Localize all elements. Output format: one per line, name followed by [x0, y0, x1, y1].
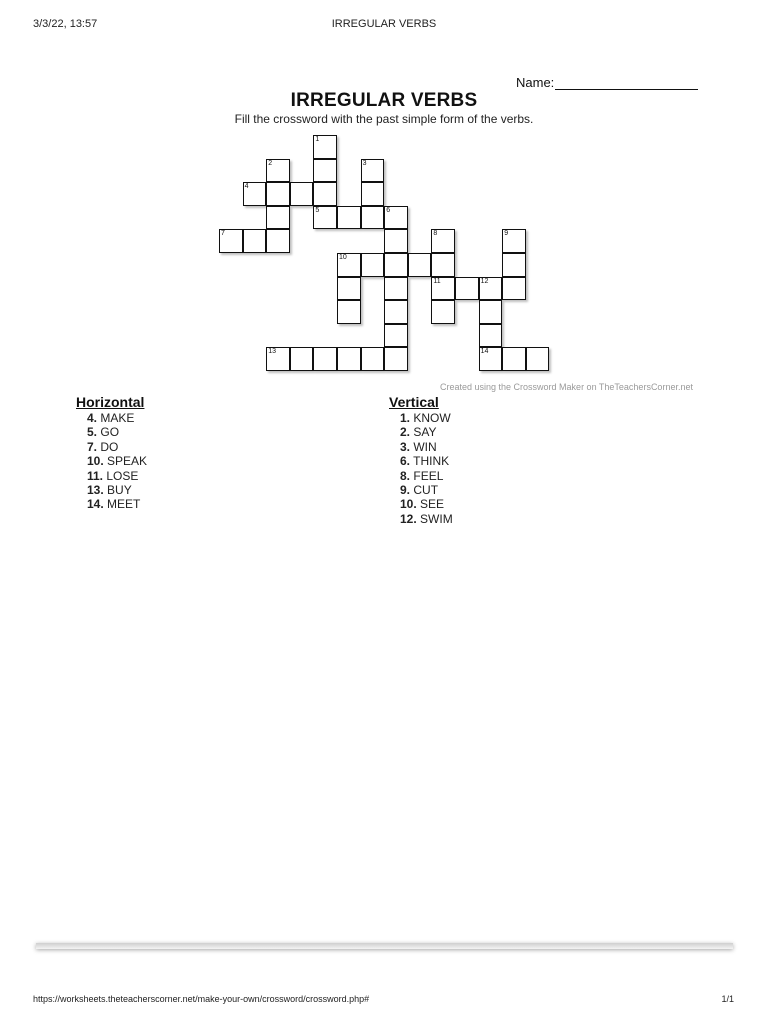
clue-number: 14.: [87, 497, 104, 512]
clue-number-label: 12: [480, 277, 489, 285]
crossword-cell: [266, 206, 290, 230]
crossword-cell: [384, 277, 408, 301]
clue-item: [76, 440, 147, 454]
clue-number: 13.: [87, 483, 104, 498]
crossword-grid: [0, 0, 768, 400]
clue-number-label: 6: [386, 206, 391, 214]
crossword-cell: [384, 253, 408, 277]
crossword-cell: [290, 347, 314, 371]
footer-page-number: 1/1: [721, 994, 734, 1004]
horizontal-heading: Horizontal: [76, 394, 145, 410]
clue-number: 6.: [400, 454, 411, 469]
crossword-cell: [361, 182, 385, 206]
clue-number-label: 7: [221, 230, 225, 238]
crossword-cell: [502, 253, 526, 277]
name-field: [516, 75, 698, 90]
crossword-cell: [337, 253, 361, 277]
clue-number: 1.: [400, 411, 411, 425]
clue-item: [76, 425, 147, 439]
crossword-cell: [219, 229, 243, 253]
clue-item: [389, 440, 453, 454]
vertical-clues: [389, 394, 453, 526]
footer-url: https://worksheets.theteacherscorner.net/make-your-own/crossword/crossword.php#: [33, 994, 370, 1004]
crossword-cell: [384, 300, 408, 324]
crossword-cell: [384, 206, 408, 230]
crossword-cell: [337, 277, 361, 301]
crossword-cell: [313, 347, 337, 371]
clue-item: [76, 469, 147, 483]
crossword-cell: [266, 159, 290, 183]
clue-text: BUY: [107, 483, 132, 498]
clue-number: 7.: [87, 439, 98, 454]
clue-number: 10.: [87, 454, 104, 469]
crossword-cell: [313, 182, 337, 206]
crossword-cell: [479, 277, 503, 301]
clue-number: 10.: [400, 497, 417, 512]
crossword-cell: [313, 206, 337, 230]
clue-text: DO: [100, 439, 119, 454]
crossword-cell: [243, 229, 267, 253]
clue-text: WIN: [413, 439, 437, 454]
clue-text: CUT: [413, 483, 439, 498]
clue-text: KNOW: [413, 411, 451, 425]
crossword-cell: [479, 347, 503, 371]
clue-text: MAKE: [100, 411, 135, 425]
crossword-cell: [337, 300, 361, 324]
crossword-cell: [361, 159, 385, 183]
credit-note: Created using the Crossword Maker on TheTeachersCorner.net: [440, 382, 693, 392]
clue-number: 5.: [87, 425, 98, 440]
clue-number: 11.: [87, 468, 104, 483]
clue-number-label: 13: [268, 348, 276, 356]
clue-text: FEEL: [413, 468, 444, 483]
crossword-cell: [502, 277, 526, 301]
clue-text: SWIM: [420, 511, 453, 526]
crossword-cell: [313, 135, 337, 159]
clue-number: 3.: [400, 439, 411, 454]
crossword-cell: [266, 347, 290, 371]
clue-number-label: 4: [244, 183, 249, 191]
clue-text: LOSE: [106, 468, 139, 483]
clue-text: GO: [100, 425, 120, 440]
clue-number-label: 1: [315, 136, 320, 143]
clue-number-label: 2: [268, 159, 273, 167]
horizontal-clues: [76, 394, 147, 512]
crossword-cell: [313, 159, 337, 183]
clue-text: SEE: [420, 497, 445, 512]
clue-text: THINK: [413, 454, 450, 469]
clue-item: [389, 483, 453, 497]
crossword-cell: [266, 229, 290, 253]
clue-number: 9.: [400, 483, 411, 498]
clue-number: 8.: [400, 468, 411, 483]
crossword-cell: [455, 277, 479, 301]
clue-item: [389, 512, 453, 526]
worksheet-instructions: Fill the crossword with the past simple form of the verbs.: [234, 112, 534, 126]
clue-item: [76, 411, 147, 425]
clue-item: [389, 411, 453, 425]
name-line: [555, 76, 698, 90]
clue-item: [389, 425, 453, 439]
crossword-cell: [526, 347, 550, 371]
crossword-cell: [431, 277, 455, 301]
crossword-cell: [502, 229, 526, 253]
page-edge-shadow: [36, 943, 733, 949]
clue-number-label: 5: [315, 206, 320, 214]
crossword-cell: [361, 253, 385, 277]
crossword-cell: [243, 182, 267, 206]
clue-number-label: 10: [339, 254, 347, 261]
crossword-cell: [337, 206, 361, 230]
clue-item: [389, 497, 453, 511]
clue-number-label: 3: [362, 159, 367, 167]
crossword-cell: [384, 229, 408, 253]
clue-item: [76, 454, 147, 468]
crossword-cell: [502, 347, 526, 371]
clue-number: 4.: [87, 411, 98, 425]
crossword-cell: [431, 300, 455, 324]
name-label: Name:: [516, 75, 555, 90]
crossword-cell: [290, 182, 314, 206]
crossword-cell: [337, 347, 361, 371]
clue-item: [76, 483, 147, 497]
crossword-cell: [361, 347, 385, 371]
print-header-title: IRREGULAR VERBS: [331, 18, 437, 30]
clue-text: SAY: [413, 425, 437, 440]
crossword-cell: [266, 182, 290, 206]
worksheet-title: IRREGULAR VERBS: [290, 90, 478, 111]
clue-number-label: 8: [433, 230, 438, 238]
clue-number-label: 11: [433, 277, 441, 285]
crossword-cell: [384, 347, 408, 371]
crossword-cell: [431, 229, 455, 253]
crossword-cell: [384, 324, 408, 348]
print-date: 3/3/22, 13:57: [33, 18, 98, 30]
crossword-cell: [361, 206, 385, 230]
clue-number-label: 9: [504, 230, 509, 238]
crossword-cell: [479, 324, 503, 348]
crossword-cell: [408, 253, 432, 277]
vertical-heading: Vertical: [389, 394, 439, 410]
clue-item: [76, 497, 147, 511]
crossword-cell: [431, 253, 455, 277]
clue-text: SPEAK: [107, 454, 148, 469]
clue-number-label: 14: [480, 348, 489, 356]
clue-item: [389, 469, 453, 483]
crossword-cell: [479, 300, 503, 324]
clue-item: [389, 454, 453, 468]
clue-text: MEET: [107, 497, 141, 512]
clue-number: 12.: [400, 511, 417, 526]
clue-number: 2.: [400, 425, 411, 440]
